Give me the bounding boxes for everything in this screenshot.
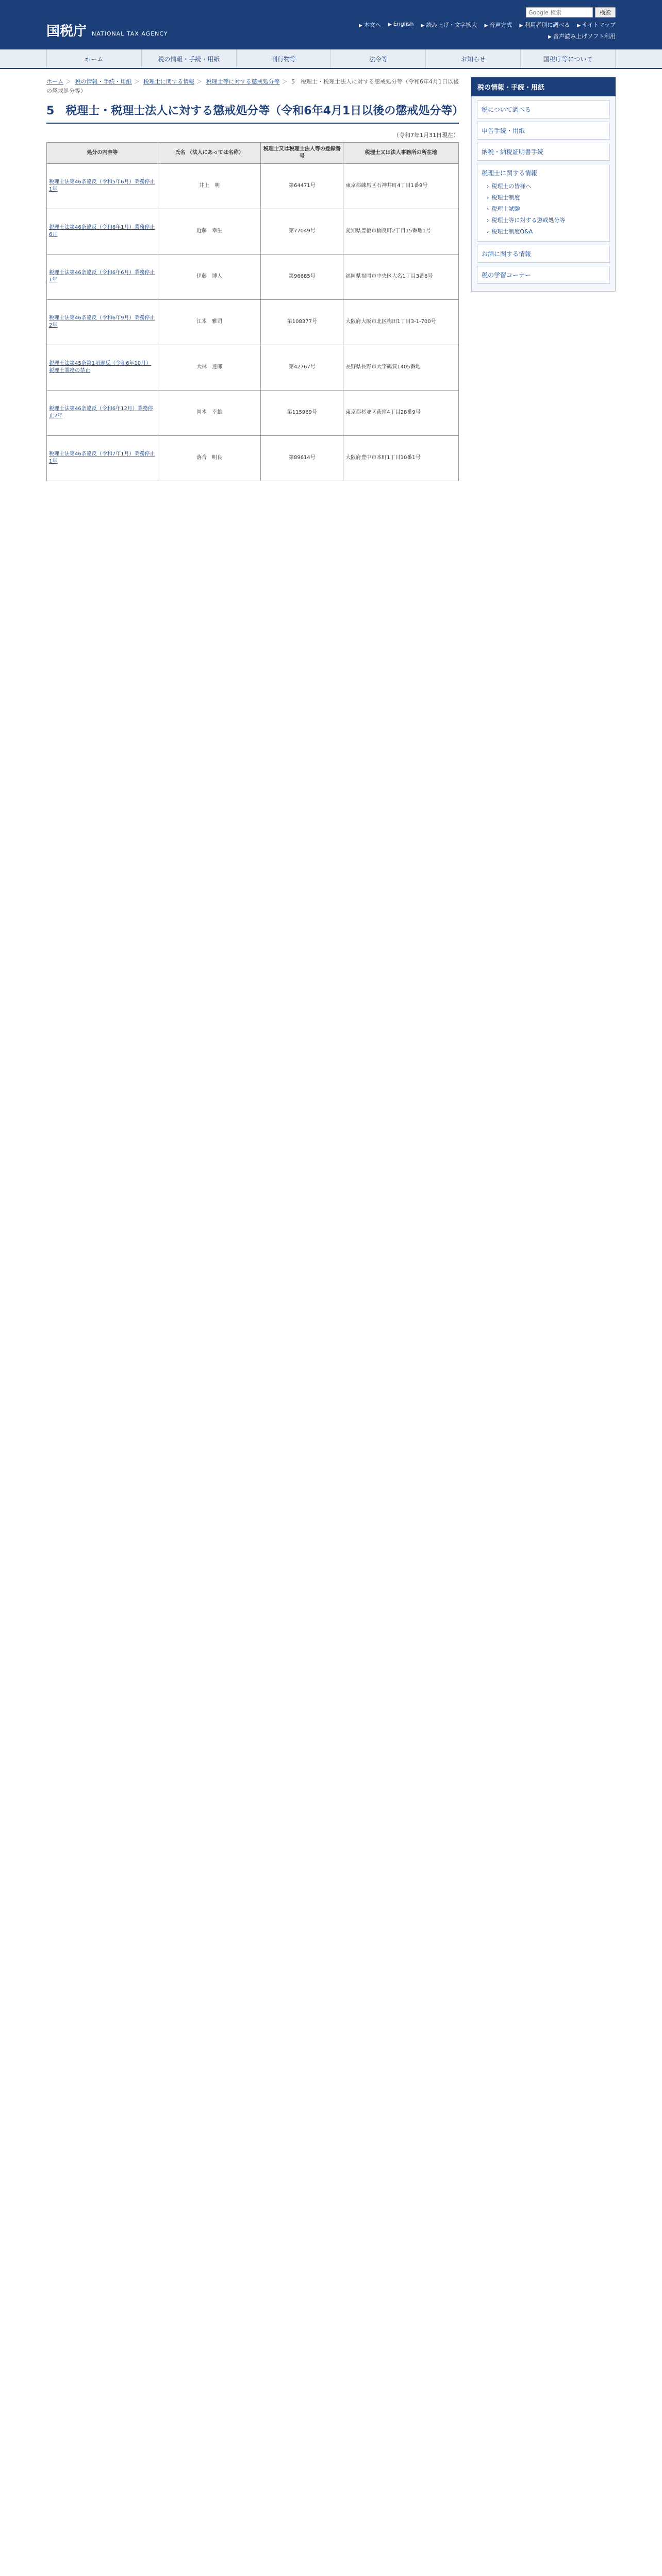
- sidebar-subitem[interactable]: › 税理士試験: [487, 203, 605, 214]
- table-row: [47, 435, 459, 481]
- search-button[interactable]: 検索: [595, 7, 616, 18]
- sidebar-item-learning[interactable]: 税の学習コーナー: [477, 266, 610, 284]
- arrow-right-icon: ▶: [577, 23, 581, 28]
- action-link[interactable]: 税理士法第46条違反（令和6年9月）業務停止2年: [49, 315, 155, 329]
- table-row: [47, 299, 459, 345]
- util-link-reader[interactable]: ▶ 音声読み上げソフト利用: [548, 33, 616, 40]
- disciplinary-table: [46, 142, 459, 481]
- breadcrumb-home[interactable]: ホーム: [46, 78, 63, 85]
- person-name: 伊藤 博人: [158, 254, 261, 299]
- sidebar-group-tax-accountant: [477, 164, 610, 242]
- utility-links-2: [548, 32, 616, 40]
- col-header-reg-no: 税理士又は税理士法人等の登録番号: [261, 142, 343, 163]
- table-row: [47, 209, 459, 254]
- util-link-accessibility[interactable]: ▶ 読み上げ・文字拡大: [421, 22, 477, 28]
- sidebar-menu: [471, 96, 616, 292]
- arrow-right-icon: ▶: [484, 23, 488, 28]
- col-header-name: 氏名 （法人にあっては名称）: [158, 142, 261, 163]
- sidebar-item-filing[interactable]: 申告手続・用紙: [477, 122, 610, 140]
- reg-number: 第115969号: [261, 390, 343, 435]
- action-link[interactable]: 税理士法第46条違反（令和6年1月）業務停止6月: [49, 224, 155, 238]
- reg-number: 第64471号: [261, 163, 343, 209]
- table-row: [47, 254, 459, 299]
- update-date: （令和7年1月31日現在）: [393, 131, 459, 139]
- action-link[interactable]: 税理士法第46条違反（令和6年6月）業務停止1年: [49, 269, 155, 283]
- utility-links: [359, 21, 616, 29]
- reg-number: 第108377号: [261, 299, 343, 345]
- office-address: 東京都杉並区荻窪4丁目28番9号: [343, 390, 459, 435]
- person-name: 落合 明良: [158, 435, 261, 481]
- arrow-right-icon: ▶: [358, 23, 362, 28]
- sidebar-item-research[interactable]: 税について調べる: [477, 100, 610, 118]
- logo-japanese: 国税庁: [46, 24, 87, 39]
- util-link-by-user[interactable]: ▶ 利用者別に調べる: [519, 22, 570, 28]
- util-link-audio[interactable]: ▶ 音声方式: [484, 22, 512, 28]
- breadcrumb: ホーム ＞ 税の情報・手続・用紙 ＞ 税理士に関する情報 ＞ 税理士等に対する懲戒処分等 ＞ 5 税理士・税理士法人に対する懲戒処分等（令和6年4月1日以後の懲戒処分等）: [46, 78, 459, 94]
- util-link-english[interactable]: ▶ English: [388, 21, 414, 27]
- nav-laws[interactable]: 法令等: [330, 49, 425, 68]
- nav-home[interactable]: ホーム: [46, 49, 141, 68]
- header-utilities: [359, 7, 616, 40]
- sidebar-item-payment[interactable]: 納税・納税証明書手続: [477, 143, 610, 161]
- person-name: 岡本 幸雄: [158, 390, 261, 435]
- nav-publications[interactable]: 刊行物等: [236, 49, 331, 68]
- sidebar-heading: 税の情報・手続・用紙: [471, 77, 616, 96]
- breadcrumb-disciplinary[interactable]: 税理士等に対する懲戒処分等: [206, 78, 280, 85]
- sidebar-item-alcohol[interactable]: お酒に関する情報: [477, 245, 610, 263]
- action-link[interactable]: 税理士法第46条違反（令和7年1月）業務停止1年: [49, 451, 155, 465]
- table-row: [47, 345, 459, 390]
- reg-number: 第96685号: [261, 254, 343, 299]
- reg-number: 第89614号: [261, 435, 343, 481]
- arrow-right-icon: ▶: [388, 22, 392, 27]
- util-link-skip[interactable]: ▶ 本文へ: [358, 22, 381, 28]
- breadcrumb-tax-accountant[interactable]: 税理士に関する情報: [143, 78, 194, 85]
- action-link[interactable]: 税理士法第45条第1項違反（令和6年10月）税理士業務の禁止: [49, 360, 152, 374]
- main-content: [46, 77, 464, 481]
- office-address: 福岡県福岡市中央区大名1丁目3番6号: [343, 254, 459, 299]
- sidebar: [471, 77, 616, 481]
- person-name: 大林 達郎: [158, 345, 261, 390]
- nav-tax-info[interactable]: 税の情報・手続・用紙: [141, 49, 236, 68]
- nav-about[interactable]: 国税庁等について: [520, 49, 616, 68]
- office-address: 長野県長野市大字鶴賀1405番地: [343, 345, 459, 390]
- sidebar-group-title[interactable]: 税理士に関する情報: [482, 170, 538, 177]
- global-nav: [0, 49, 662, 69]
- person-name: 江本 雅司: [158, 299, 261, 345]
- arrow-right-icon: ▶: [421, 23, 425, 28]
- person-name: 井上 明: [158, 163, 261, 209]
- sidebar-subitem[interactable]: › 税理士等に対する懲戒処分等: [487, 214, 605, 226]
- sidebar-subitem[interactable]: › 税理士制度: [487, 192, 605, 203]
- action-link[interactable]: 税理士法第46条違反（令和5年6月）業務停止1年: [49, 179, 155, 193]
- sidebar-subitem[interactable]: › 税理士の皆様へ: [487, 180, 605, 192]
- util-link-sitemap[interactable]: ▶ サイトマップ: [577, 22, 616, 28]
- search-form: [526, 7, 616, 18]
- nav-news[interactable]: お知らせ: [425, 49, 520, 68]
- office-address: 愛知県豊橋市橋良町2丁目15番地1号: [343, 209, 459, 254]
- reg-number: 第77049号: [261, 209, 343, 254]
- table-row: [47, 390, 459, 435]
- office-address: 東京都練馬区石神井町4丁目1番9号: [343, 163, 459, 209]
- site-header: [0, 0, 662, 49]
- col-header-address: 税理士又は法人事務所の所在地: [343, 142, 459, 163]
- arrow-right-icon: ▶: [519, 23, 523, 28]
- breadcrumb-current: 5 税理士・税理士法人に対する懲戒処分等（令和6年4月1日以後の懲戒処分等）: [46, 78, 459, 94]
- reg-number: 第42767号: [261, 345, 343, 390]
- office-address: 大阪府大阪市北区梅田1丁目3-1-700号: [343, 299, 459, 345]
- sidebar-subitem[interactable]: › 税理士制度Q&A: [487, 226, 605, 237]
- site-logo[interactable]: [46, 21, 168, 40]
- search-input[interactable]: [526, 7, 593, 18]
- arrow-right-icon: ▶: [548, 35, 552, 40]
- logo-english: NATIONAL TAX AGENCY: [92, 30, 168, 37]
- col-header-action: 処分の内容等: [47, 142, 158, 163]
- action-link[interactable]: 税理士法第46条違反（令和6年12月）業務停止2年: [49, 405, 153, 419]
- table-row: [47, 163, 459, 209]
- page-title: 5 税理士・税理士法人に対する懲戒処分等（令和6年4月1日以後の懲戒処分等）: [46, 104, 459, 124]
- person-name: 近藤 幸生: [158, 209, 261, 254]
- breadcrumb-tax-info[interactable]: 税の情報・手続・用紙: [75, 78, 132, 85]
- office-address: 大阪府豊中市本町1丁目10番1号: [343, 435, 459, 481]
